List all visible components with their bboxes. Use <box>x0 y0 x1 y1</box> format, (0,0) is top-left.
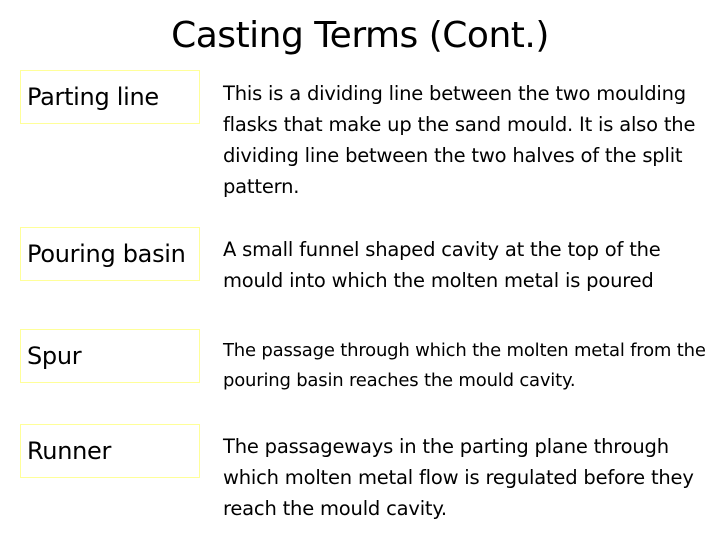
definition-pouring-basin: A small funnel shaped cavity at the top of the mould into which the molten metal is poured <box>223 238 661 292</box>
term-pouring-basin: Pouring basin <box>20 227 200 281</box>
term-runner: Runner <box>20 424 200 478</box>
definition-spur: The passage through which the molten metal from the pouring basin reaches the mould cavity. <box>223 340 706 391</box>
definition-runner: The passageways in the parting plane through which molten metal flow is regulated before they reach the mould cavity. <box>223 435 694 520</box>
slide-title: Casting Terms (Cont.) <box>171 15 549 56</box>
term-parting-line: Parting line <box>20 70 200 124</box>
definition-parting-line: This is a dividing line between the two moulding flasks that make up the sand mould. It is also the dividing line between the two halves of the split pattern. <box>223 82 696 198</box>
term-spur: Spur <box>20 329 200 383</box>
